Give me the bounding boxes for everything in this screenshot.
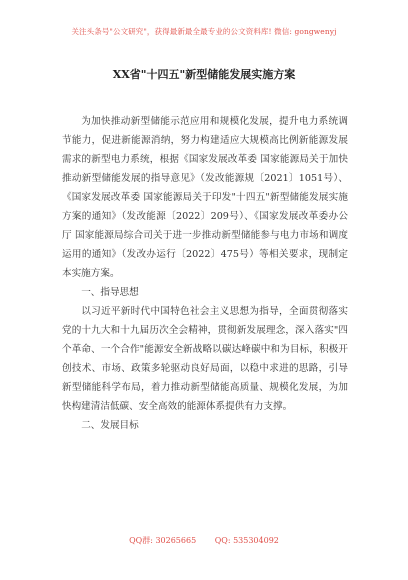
footer-qq-number: QQ: 535304092 xyxy=(214,536,279,545)
section-heading-development-goals: 二、发展目标 xyxy=(81,420,139,431)
document-title: XX省"十四五"新型储能发展实施方案 xyxy=(112,68,296,81)
intro-paragraph: 为加快推动新型储能示范应用和规模化发展，提升电力系统调节能力，促进新能源消纳，努力构建适应大规模高比例新能源发展需求的新型电力系统，根据《国家发展改革委 国家能源局关于加快推动新型储能发展的指导意见》（发改能源规〔2021〕1051号）、《国家发展改革委 国家能源局关于印发"十四五"新型储能发展实施方案的通知》（发改能源〔2022〕209号）、《国家发展改革委办公厅 国家能源局综合司关于进一步推动新型储能参与电力市场和调度运用的通知》（发改办运行〔2022〕475号）等相关要求，现制定本实施方案。 xyxy=(62,116,348,279)
section-heading-guiding-thought: 一、指导思想 xyxy=(81,287,139,298)
footer-qq-group: QQ群: 30265665 xyxy=(129,536,197,545)
guiding-thought-paragraph: 以习近平新时代中国特色社会主义思想为指导，全面贯彻落实党的十九大和十九届历次全会精神，贯彻新发展理念，深入落实"四个革命、一个合作"能源安全新战略以碳达峰碳中和为目标，积极开创技术、市场、政策多轮驱动良好局面，以稳中求进的思路，引导新型储能科学布局，着力推动新型储能高质量、规模化发展，为加快构建清洁低碳、安全高效的能源体系提供有力支撑。 xyxy=(62,306,348,412)
header-note: 关注头条号"公文研究"，获得最新最全最专业的公文资料库! 微信: gongwenyj xyxy=(71,27,337,36)
footer-contact xyxy=(0,535,408,546)
document-body xyxy=(62,112,348,435)
